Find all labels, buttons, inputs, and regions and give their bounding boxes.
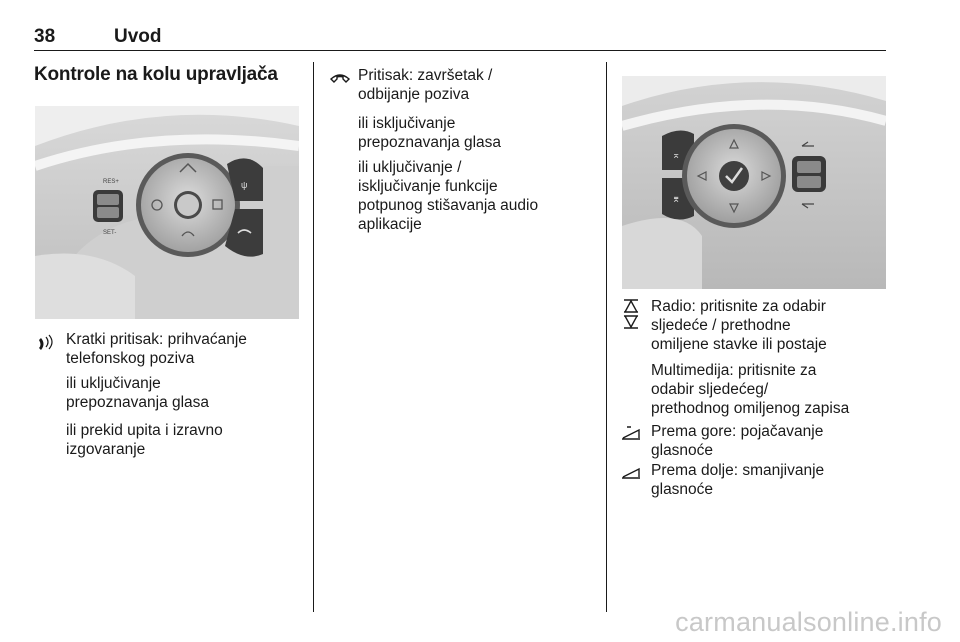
column-divider-left xyxy=(313,62,314,612)
text-line: Multimedija: pritisnite za xyxy=(651,362,817,379)
right-item-4 xyxy=(651,461,824,499)
volume-down-icon xyxy=(620,462,642,482)
text-line: glasnoće xyxy=(651,442,714,459)
set-label: SET- xyxy=(103,230,117,236)
left-controls-illustration xyxy=(35,106,299,319)
text-line: isključivanje funkcije xyxy=(358,178,498,195)
text-line: Kratki pritisak: prihvaćanje xyxy=(66,331,247,348)
left-item-3 xyxy=(66,421,223,459)
section-title: Kontrole na kolu upravljača xyxy=(34,64,278,85)
text-line: potpunog stišavanja audio xyxy=(358,197,539,214)
favourite-up-down-icon xyxy=(620,296,642,332)
text-line: Radio: pritisnite za odabir xyxy=(651,298,826,315)
right-item-3 xyxy=(651,422,823,460)
middle-item-3 xyxy=(358,158,538,234)
left-controls-photo xyxy=(35,106,299,319)
text-line: Pritisak: završetak / xyxy=(358,67,493,84)
left-item-1 xyxy=(66,330,247,368)
text-line: omiljene stavke ili postaje xyxy=(651,336,827,353)
volume-up-icon xyxy=(620,423,642,443)
text-line: sljedeće / prethodne xyxy=(651,317,791,334)
res-label: RES+ xyxy=(103,179,119,185)
text-line: aplikacije xyxy=(358,216,422,233)
voice-phone-icon xyxy=(35,332,57,352)
right-controls-illustration xyxy=(622,76,886,289)
chapter-title: Uvod xyxy=(114,26,162,47)
right-controls-photo xyxy=(622,76,886,289)
right-item-2 xyxy=(651,361,849,418)
text-line: ili uključivanje xyxy=(66,375,161,392)
svg-text:⌅: ⌅ xyxy=(672,150,681,161)
page-number: 38 xyxy=(34,26,56,47)
text-line: glasnoće xyxy=(651,481,714,498)
svg-text:⌆: ⌆ xyxy=(672,194,681,205)
column-divider-right xyxy=(606,62,607,612)
text-line: Prema gore: pojačavanje xyxy=(651,423,824,440)
svg-text:ψ: ψ xyxy=(241,180,248,190)
text-line: ili prekid upita i izravno xyxy=(66,422,223,439)
middle-item-1 xyxy=(358,66,492,104)
middle-item-2 xyxy=(358,114,501,152)
header-rule xyxy=(34,50,886,51)
text-line: ili uključivanje / xyxy=(358,159,462,176)
text-line: odabir sljedećeg/ xyxy=(651,381,769,398)
text-line: odbijanje poziva xyxy=(358,86,470,103)
text-line: prepoznavanja glasa xyxy=(358,134,502,151)
text-line: prepoznavanja glasa xyxy=(66,394,210,411)
text-line: Prema dolje: smanjivanje xyxy=(651,462,825,479)
watermark: carmanualsonline.info xyxy=(675,607,942,637)
text-line: prethodnog omiljenog zapisa xyxy=(651,400,850,417)
text-line: telefonskog poziva xyxy=(66,350,195,367)
hang-up-icon xyxy=(329,68,351,88)
text-line: izgovaranje xyxy=(66,441,146,458)
right-item-1 xyxy=(651,297,827,354)
left-item-2 xyxy=(66,374,209,412)
text-line: ili isključivanje xyxy=(358,115,456,132)
